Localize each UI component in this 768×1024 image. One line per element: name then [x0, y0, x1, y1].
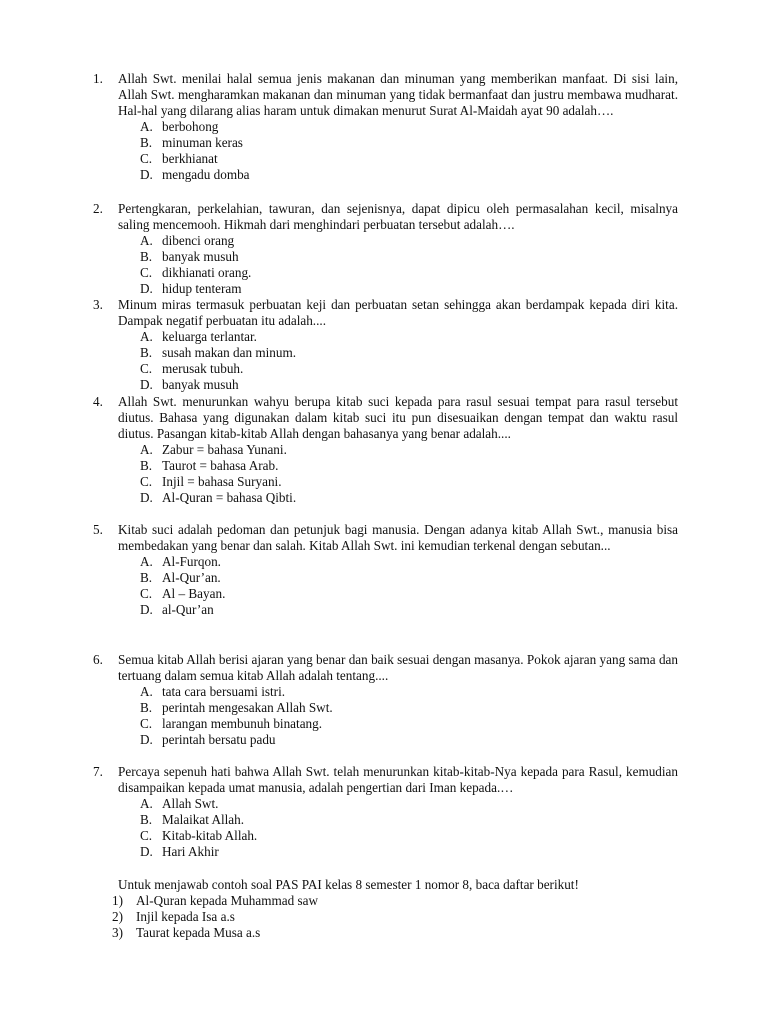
- option-letter: A.: [140, 329, 153, 344]
- list-item-number: 3): [112, 925, 123, 940]
- option-text: keluarga terlantar.: [162, 329, 257, 344]
- option-d: [140, 281, 678, 297]
- question-text: Pertengkaran, perkelahian, tawuran, dan sejenisnya, dapat dipicu oleh permasalahan kecil, misalnya saling mencemooh. Hikmah dari menghindari perbuatan tersebut adalah….: [118, 201, 678, 232]
- option-c: [140, 586, 678, 602]
- option-text: merusak tubuh.: [162, 361, 244, 376]
- option-d: [140, 490, 678, 506]
- option-c: [140, 828, 678, 844]
- option-text: dikhianati orang.: [162, 265, 252, 280]
- list-item-text: Injil kepada Isa a.s: [136, 909, 235, 924]
- option-text: Taurot = bahasa Arab.: [162, 458, 279, 473]
- option-list: [93, 554, 678, 618]
- option-text: Kitab-kitab Allah.: [162, 828, 258, 843]
- option-letter: C.: [140, 265, 153, 280]
- option-text: hidup tenteram: [162, 281, 242, 296]
- option-letter: B.: [140, 345, 153, 360]
- option-letter: B.: [140, 570, 153, 585]
- option-letter: D.: [140, 281, 153, 296]
- question-8-intro: Untuk menjawab contoh soal PAS PAI kelas 8 semester 1 nomor 8, baca daftar berikut!: [118, 877, 579, 892]
- option-b: [140, 570, 678, 586]
- list-item-number: 1): [112, 893, 123, 908]
- option-text: perintah mengesakan Allah Swt.: [162, 700, 333, 715]
- question-number: 6.: [93, 652, 103, 667]
- option-letter: A.: [140, 233, 153, 248]
- option-letter: B.: [140, 700, 153, 715]
- question-text: Kitab suci adalah pedoman dan petunjuk bagi manusia. Dengan adanya kitab Allah Swt., manusia bisa membedakan yang benar dan salah. Kitab Allah Swt. ini kemudian terkenal dengan sebutan...: [118, 522, 678, 553]
- option-letter: A.: [140, 684, 153, 699]
- option-c: [140, 265, 678, 281]
- option-list: [93, 119, 678, 183]
- option-text: susah makan dan minum.: [162, 345, 297, 360]
- option-letter: A.: [140, 442, 153, 457]
- question-3: [93, 297, 678, 393]
- option-letter: B.: [140, 249, 153, 264]
- option-c: [140, 151, 678, 167]
- option-text: tata cara bersuami istri.: [162, 684, 286, 699]
- question-text: Minum miras termasuk perbuatan keji dan perbuatan setan sehingga akan berdampak kepada diri kita. Dampak negatif perbuatan itu adalah....: [118, 297, 678, 328]
- option-b: [140, 345, 678, 361]
- option-letter: D.: [140, 490, 153, 505]
- list-item-text: Taurat kepada Musa a.s: [136, 925, 261, 940]
- option-letter: A.: [140, 554, 153, 569]
- option-letter: C.: [140, 586, 153, 601]
- option-a: [140, 554, 678, 570]
- question-number: 3.: [93, 297, 103, 312]
- option-a: [140, 233, 678, 249]
- option-a: [140, 684, 678, 700]
- option-text: Al-Qur’an.: [162, 570, 221, 585]
- option-letter: D.: [140, 377, 153, 392]
- option-text: dibenci orang: [162, 233, 235, 248]
- option-d: [140, 602, 678, 618]
- option-text: mengadu domba: [162, 167, 250, 182]
- question-6: [93, 652, 678, 748]
- option-b: [140, 458, 678, 474]
- question-number: 1.: [93, 71, 103, 86]
- option-text: larangan membunuh binatang.: [162, 716, 323, 731]
- question-number: 7.: [93, 764, 103, 779]
- option-d: [140, 844, 678, 860]
- question-text: Semua kitab Allah berisi ajaran yang benar dan baik sesuai dengan masanya. Pokok ajaran yang sama dan tertuang dalam semua kitab Allah adalah tentang....: [118, 652, 678, 683]
- question-number: 2.: [93, 201, 103, 216]
- option-text: Malaikat Allah.: [162, 812, 245, 827]
- option-text: Injil = bahasa Suryani.: [162, 474, 282, 489]
- option-text: perintah bersatu padu: [162, 732, 276, 747]
- list-item-number: 2): [112, 909, 123, 924]
- option-a: [140, 119, 678, 135]
- option-letter: B.: [140, 458, 153, 473]
- question-5: [93, 522, 678, 618]
- option-a: [140, 329, 678, 345]
- option-letter: C.: [140, 716, 153, 731]
- option-text: Al-Furqon.: [162, 554, 221, 569]
- option-b: [140, 812, 678, 828]
- question-1: [93, 71, 678, 183]
- option-letter: C.: [140, 474, 153, 489]
- option-list: [93, 329, 678, 393]
- option-letter: A.: [140, 796, 153, 811]
- option-letter: D.: [140, 732, 153, 747]
- option-text: Hari Akhir: [162, 844, 219, 859]
- option-c: [140, 361, 678, 377]
- option-text: minuman keras: [162, 135, 243, 150]
- question-number: 4.: [93, 394, 103, 409]
- option-letter: D.: [140, 167, 153, 182]
- option-list: [93, 796, 678, 860]
- option-letter: D.: [140, 602, 153, 617]
- option-text: Al – Bayan.: [162, 586, 226, 601]
- option-letter: C.: [140, 828, 153, 843]
- option-c: [140, 474, 678, 490]
- question-2: [93, 201, 678, 297]
- option-text: al-Qur’an: [162, 602, 214, 617]
- option-a: [140, 796, 678, 812]
- option-d: [140, 167, 678, 183]
- option-text: berbohong: [162, 119, 219, 134]
- question-number: 5.: [93, 522, 103, 537]
- question-4: [93, 394, 678, 506]
- list-item-text: Al-Quran kepada Muhammad saw: [136, 893, 319, 908]
- option-letter: C.: [140, 361, 153, 376]
- option-b: [140, 700, 678, 716]
- option-letter: B.: [140, 812, 153, 827]
- question-7: [93, 764, 678, 860]
- option-b: [140, 135, 678, 151]
- option-letter: D.: [140, 844, 153, 859]
- option-letter: A.: [140, 119, 153, 134]
- option-list: [93, 684, 678, 748]
- question-text: Allah Swt. menurunkan wahyu berupa kitab suci kepada para rasul sesuai tempat para rasul tersebut diutus. Bahasa yang digunakan dalam kitab suci itu pun disesuaikan dengan tempat dan waktu rasul diutus. Pasangan kitab-kitab Allah dengan bahasanya yang benar adalah....: [118, 394, 678, 441]
- option-text: banyak musuh: [162, 377, 239, 392]
- option-list: [93, 233, 678, 297]
- option-text: Zabur = bahasa Yunani.: [162, 442, 287, 457]
- option-c: [140, 716, 678, 732]
- question-text: Allah Swt. menilai halal semua jenis makanan dan minuman yang memberikan manfaat. Di sisi lain, Allah Swt. mengharamkan makanan dan minuman yang tidak bermanfaat dan justru membawa mudharat. Hal-hal yang dilarang alias haram untuk dimakan menurut Surat Al-Maidah ayat 90 adalah….: [118, 71, 678, 118]
- option-text: Allah Swt.: [162, 796, 219, 811]
- question-text: Percaya sepenuh hati bahwa Allah Swt. telah menurunkan kitab-kitab-Nya kepada para Rasul, kemudian disampaikan kepada umat manusia, adalah pengertian dari Iman kepada.…: [118, 764, 678, 795]
- option-text: Al-Quran = bahasa Qibti.: [162, 490, 297, 505]
- option-letter: B.: [140, 135, 153, 150]
- option-d: [140, 377, 678, 393]
- option-letter: C.: [140, 151, 153, 166]
- option-b: [140, 249, 678, 265]
- option-list: [93, 442, 678, 506]
- option-a: [140, 442, 678, 458]
- option-text: banyak musuh: [162, 249, 239, 264]
- option-text: berkhianat: [162, 151, 218, 166]
- option-d: [140, 732, 678, 748]
